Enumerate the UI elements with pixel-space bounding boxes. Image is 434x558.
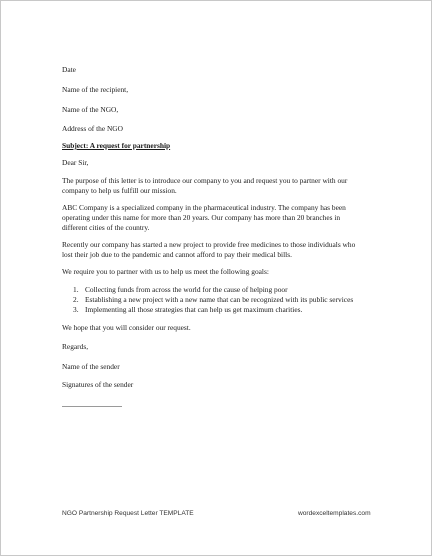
ngo-address-line: Address of the NGO <box>62 124 123 133</box>
paragraph-company-profile <box>62 203 378 233</box>
paragraph-line: lost their job due to the pandemic and cannot afford to pay their medical bills. <box>62 250 292 259</box>
subject-line: Subject: A request for partnership <box>62 141 171 150</box>
goals-intro: We require you to partner with us to help us meet the following goals: <box>62 267 269 276</box>
list-item-text: Collecting funds from across the world for the cause of helping poor <box>85 285 288 294</box>
list-item-number: 2. <box>73 295 79 304</box>
list-item-text: Implementing all those strategies that can help us get maximum charities. <box>85 305 303 314</box>
ngo-name-line: Name of the NGO, <box>62 105 119 114</box>
list-item-text: Establishing a new project with a new name that can be recognized with its public services <box>85 295 354 304</box>
list-item <box>73 285 353 295</box>
paragraph-line: ABC Company is a specialized company in the pharmaceutical industry. The company has been <box>62 203 346 212</box>
sender-signature-line: Signatures of the sender <box>62 380 134 389</box>
paragraph-new-project <box>62 240 378 260</box>
list-item-number: 3. <box>73 305 79 314</box>
paragraph-line: operating under this name for more than 20 years. Our company has more than 20 branches in <box>62 213 341 222</box>
footer-website: wordexceltemplates.com <box>298 510 371 517</box>
list-item <box>73 305 353 315</box>
footer-template-title: NGO Partnership Request Letter TEMPLATE <box>62 510 194 517</box>
paragraph-line: Recently our company has started a new project to provide free medicines to those individuals who <box>62 240 356 249</box>
paragraph-introduction <box>62 176 378 196</box>
signature-rule <box>62 406 122 407</box>
date-line: Date <box>62 65 76 74</box>
salutation: Dear Sir, <box>62 158 89 167</box>
recipient-name-line: Name of the recipient, <box>62 85 129 94</box>
paragraph-line: different cities of the country. <box>62 223 150 232</box>
closing-line: We hope that you will consider our request. <box>62 323 191 332</box>
list-item-number: 1. <box>73 285 79 294</box>
regards-line: Regards, <box>62 342 89 351</box>
paragraph-line: The purpose of this letter is to introduce our company to you and request you to partner with our <box>62 176 348 185</box>
goals-list <box>73 285 353 315</box>
paragraph-line: company to help us fulfill our mission. <box>62 186 177 195</box>
sender-name-line: Name of the sender <box>62 362 120 371</box>
list-item <box>73 295 353 305</box>
